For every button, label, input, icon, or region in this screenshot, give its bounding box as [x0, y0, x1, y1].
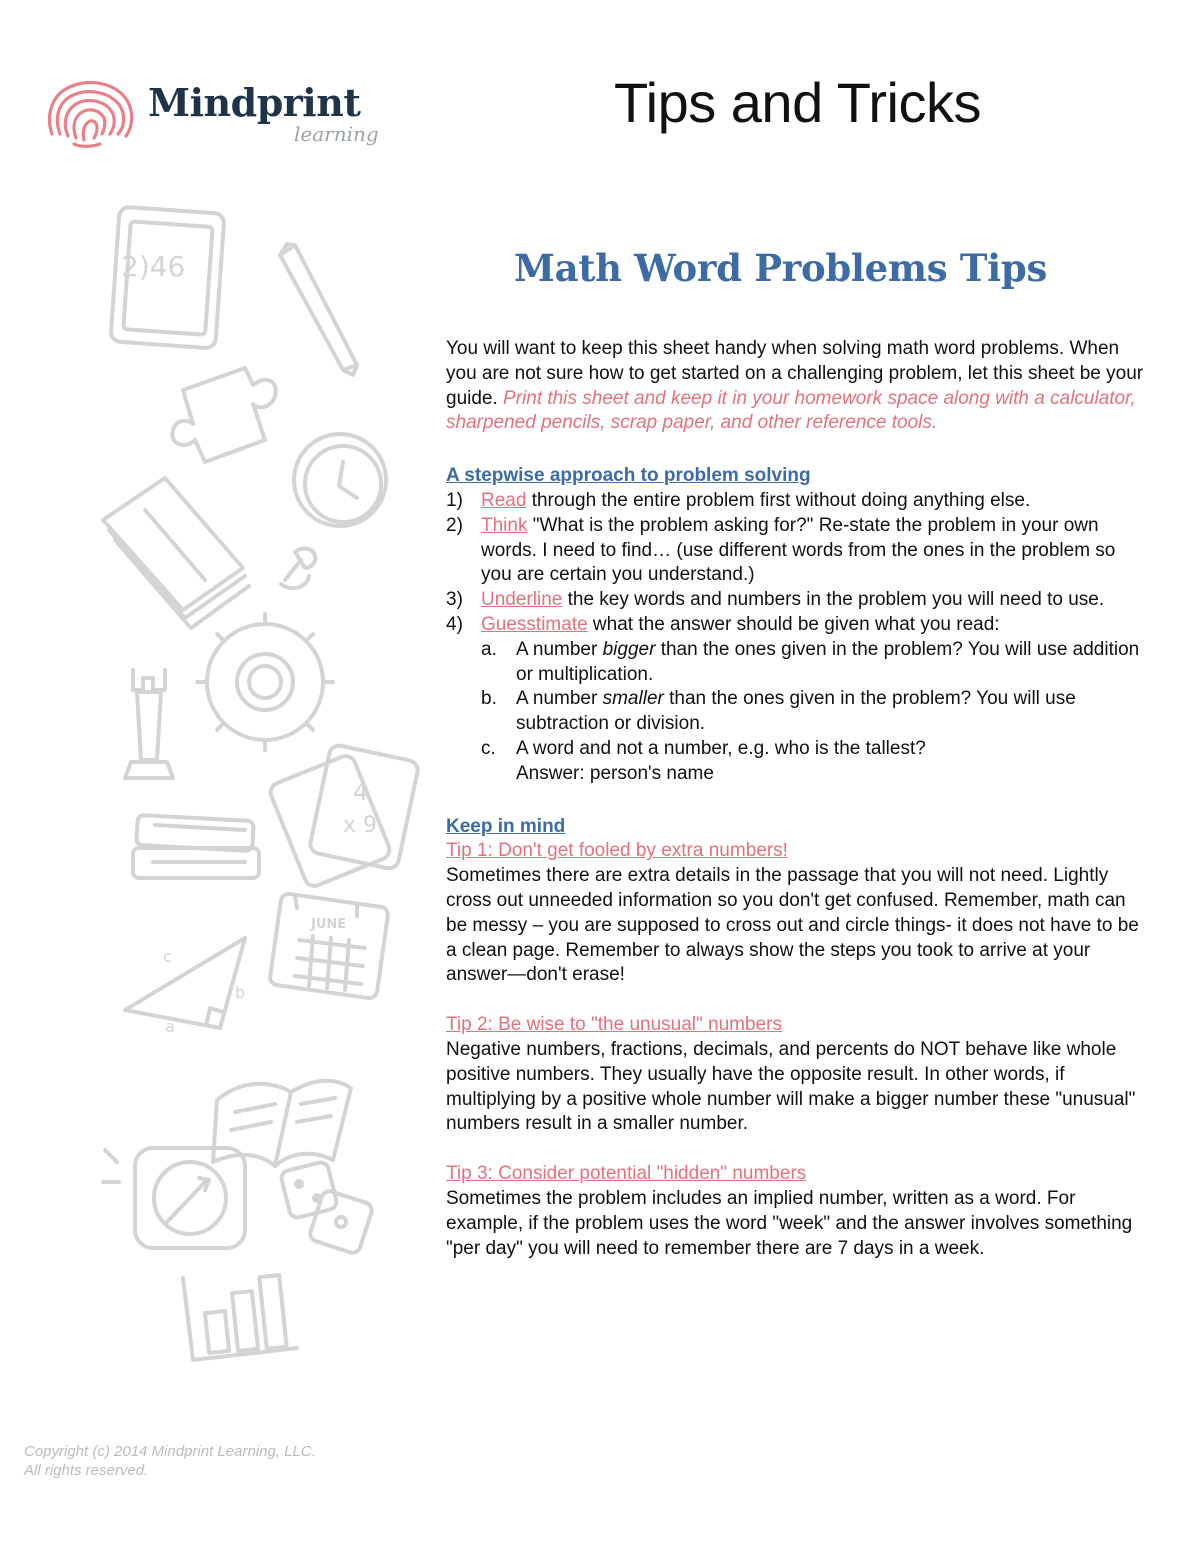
step-keyword: Underline [481, 589, 563, 611]
tip-title: Tip 2: Be wise to "the unusual" numbers [446, 1014, 782, 1036]
tip-title: Tip 1: Don't get fooled by extra numbers! [446, 840, 788, 862]
open-book-icon [213, 1081, 351, 1166]
section-title-stepwise: A stepwise approach to problem solving [446, 465, 811, 487]
rights-line: All rights reserved. [24, 1462, 149, 1479]
math-cards-icon [268, 744, 420, 889]
tablet-icon [110, 207, 224, 349]
list-item [446, 588, 1146, 613]
list-item [446, 613, 1146, 638]
svg-text:2)46: 2)46 [121, 250, 186, 283]
svg-text:c: c [163, 947, 172, 966]
step-text: what the answer should be given what you read: [587, 613, 1000, 635]
step-text: "What is the problem asking for?" Re-state the problem in your own words. I need to find… (use different words from the ones in the problem so you are certain you understand.) [481, 514, 1116, 586]
substep-text: than the ones given in the problem? You will use addition or multiplication. [516, 638, 1140, 685]
step-number: 2) [446, 514, 463, 536]
substeps-list [446, 638, 1146, 787]
list-item [446, 514, 1146, 588]
step-keyword: Guesstimate [481, 613, 588, 635]
papers-icon [103, 478, 249, 628]
substep-text: A word and not a number, e.g. who is the tallest? [516, 737, 926, 759]
substep-letter: c. [481, 737, 496, 759]
mindprint-logo [44, 78, 379, 158]
document-title: Tips and Tricks [614, 71, 981, 134]
logo-name: Mindprint [148, 80, 361, 125]
logo-subtitle: learning [294, 122, 379, 146]
copyright-footer [24, 1442, 316, 1480]
substep-letter: b. [481, 688, 497, 710]
substep-emphasis: smaller [602, 688, 664, 710]
gear-icon [197, 614, 333, 750]
substep-text: A number [516, 688, 603, 710]
list-item [446, 737, 1146, 787]
calendar-icon [269, 893, 389, 999]
tip-title: Tip 3: Consider potential "hidden" numbers [446, 1163, 807, 1185]
svg-text:JUNE: JUNE [311, 917, 347, 932]
push-pin-icon [281, 549, 315, 589]
step-text: the key words and numbers in the problem you will need to use. [562, 589, 1105, 611]
timer-icon [103, 1148, 245, 1248]
triangle-icon [125, 938, 245, 1036]
tip-body: Sometimes the problem includes an implied number, written as a word. For example, if the problem uses the word "week" and the answer involves something "per day" you will need to remember there are 7 days in a week. [446, 1187, 1133, 1259]
copyright-line: Copyright (c) 2014 Mindprint Learning, LLC. [24, 1443, 316, 1460]
intro-text: You will want to keep this sheet handy when solving math word problems. When you are not sure how to get started on a challenging problem, let this sheet be your guide. [446, 338, 1144, 409]
substep-text: than the ones given in the problem? You will use subtraction or division. [516, 688, 1076, 735]
main-content [446, 337, 1146, 1261]
step-number: 3) [446, 589, 463, 611]
dice-icon [280, 1161, 374, 1255]
intro-highlight: Print this sheet and keep it in your homework space along with a calculator, sharpened pencils, scrap paper, and other reference tools. [446, 387, 1136, 434]
pencil-icon [280, 244, 357, 375]
svg-text:4: 4 [353, 778, 369, 806]
bar-chart-icon [183, 1275, 297, 1360]
svg-text:a: a [165, 1017, 175, 1036]
substep-emphasis: bigger [602, 638, 656, 660]
books-icon [133, 815, 259, 878]
tip-body: Sometimes there are extra details in the passage that you will not need. Lightly cross out unneeded information so you don't get confused. Remember, math can be messy – you are supposed to cross out and circle things- it does not have to be a clean page. Remember to always show the steps you took to arrive at your answer—don't erase! [446, 865, 1139, 986]
substep-answer: Answer: person's name [516, 762, 714, 784]
step-number: 1) [446, 489, 463, 511]
list-item [446, 638, 1146, 688]
list-item [446, 687, 1146, 737]
step-keyword: Think [481, 514, 528, 536]
fingerprint-brain-icon [44, 78, 136, 150]
substep-letter: a. [481, 638, 497, 660]
substep-text: A number [516, 638, 603, 660]
chess-rook-icon [125, 670, 173, 778]
svg-text:b: b [235, 983, 246, 1002]
step-keyword: Read [481, 489, 527, 511]
intro-paragraph [446, 337, 1146, 436]
steps-list [446, 489, 1146, 638]
svg-text:x 9: x 9 [343, 813, 378, 838]
puzzle-icon [172, 368, 275, 462]
school-doodles-illustration [95, 200, 435, 1370]
step-number: 4) [446, 613, 463, 635]
list-item [446, 489, 1146, 514]
clock-icon [294, 434, 386, 526]
step-text: through the entire problem first without doing anything else. [526, 489, 1031, 511]
section-title-keep-in-mind: Keep in mind [446, 815, 566, 837]
tip-body: Negative numbers, fractions, decimals, and percents do NOT behave like whole positive numbers. They usually have the opposite result. In other words, if multiplying by a positive whole number will make a bigger number these "unusual" numbers result in a smaller number. [446, 1038, 1136, 1135]
page-heading: Math Word Problems Tips [514, 246, 1047, 290]
